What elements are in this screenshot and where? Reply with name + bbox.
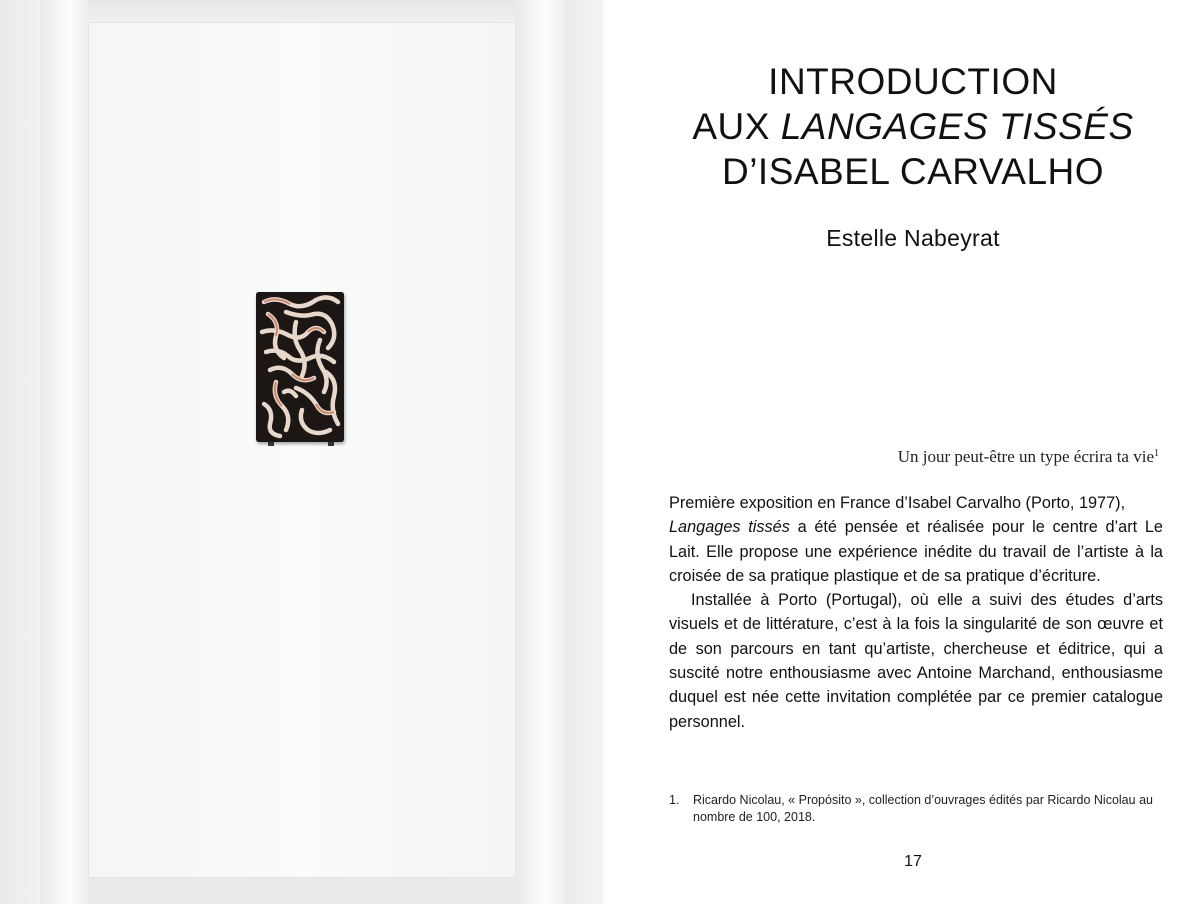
- text-page: [603, 0, 1203, 904]
- title-line-3: D’ISABEL CARVALHO: [721, 151, 1105, 192]
- paragraph-2: Installée à Porto (Portugal), où elle a suivi des études d’arts visuels et de littérature, c’est à la fois la singularité de son œuvre et de son parcours en tant qu’artiste, chercheuse et éditrice, qui a suscité notre enthousiasme avec Antoine Marchand, enthousiasme duquel est née cette invitation complétée par ce premier catalogue personnel.: [669, 591, 1163, 731]
- exhibition-title: Langages tissés: [669, 518, 790, 537]
- author-name: Estelle Nabeyrat: [826, 225, 1000, 251]
- footnote: [669, 792, 1169, 826]
- hanging-hook-left: [268, 442, 274, 446]
- paragraph-1-line-1: Première exposition en France d’Isabel Carvalho (Porto, 1977),: [669, 494, 1126, 512]
- page-title: [603, 59, 1203, 194]
- page-number: 17: [904, 853, 922, 870]
- floor-band: [88, 878, 516, 904]
- ceiling-shadow: [88, 0, 516, 22]
- title-line-1: INTRODUCTION: [768, 61, 1058, 102]
- woven-artwork: [256, 292, 344, 442]
- footnote-number: 1.: [669, 793, 680, 807]
- white-wall-panel: [88, 22, 516, 878]
- epigraph-text: Un jour peut-être un type écrira ta vie: [897, 447, 1154, 466]
- paragraph-1-rest: a été pensée et réalisée pour le centre d’art Le Lait. Elle propose une expérience inédite du travail de l’artiste à la croisée de sa pratique plastique et de sa pratique d’écriture.: [669, 518, 1163, 585]
- wall-strip-right: [566, 0, 603, 904]
- title-line-2-italic: LANGAGES TISSÉS: [780, 106, 1134, 147]
- wall-pillar-right: [516, 0, 566, 904]
- title-line-2-prefix: AUX: [692, 106, 781, 147]
- epigraph: [898, 447, 1159, 467]
- paragraph-1: [669, 491, 1163, 588]
- hanging-hook-right: [328, 442, 334, 446]
- body-text: [669, 491, 1163, 734]
- wall-pillar-left: [40, 0, 88, 904]
- footnote-reference[interactable]: 1: [1154, 448, 1159, 459]
- footnote-text: Ricardo Nicolau, « Propósito », collection d’ouvrages édités par Ricardo Nicolau au nombre de 100, 2018.: [693, 793, 1153, 824]
- title-line-2: [603, 104, 1203, 149]
- wall-strip-left: [0, 0, 40, 904]
